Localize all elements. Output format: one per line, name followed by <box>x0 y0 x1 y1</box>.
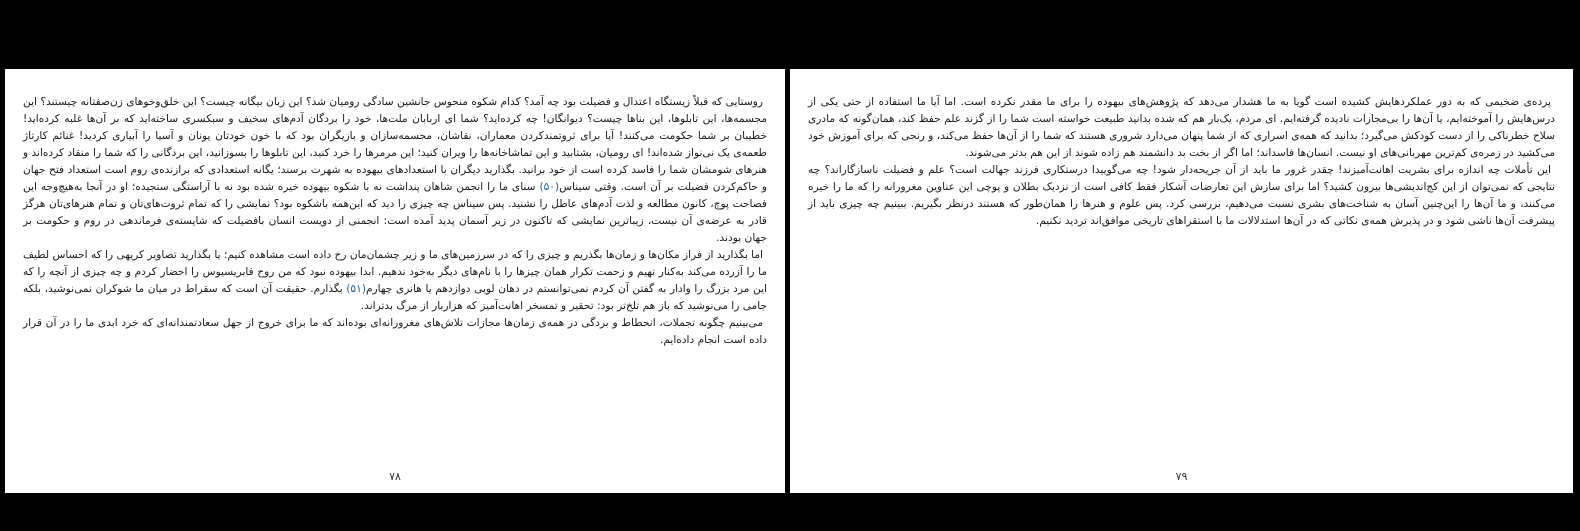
paragraph: اما بگذارید از فراز مکان‌ها و زمان‌ها بگذریم و چیزی را که در سرزمین‌های ما و زیر چشمان‌مان رخ داده است مشاهده کنیم؛ یا بگذارید تصاویر کریهی را که احساس لطیف ما را آزرده می‌کند به‌کنار نهیم و زحمت تکرار همان چیزها را با نام‌های دیگر به‌خود ندهیم. ابدا بیهوده نبود که من روح فابریسیوس را احضار کردم و چه چیزی از آنچه را که این مرد بزرگ را وادار به گفتن آن کردم نمی‌توانستم در دهان لویی دوازدهم یا هانری چهارم(۵۱) بگذارم. حقیقت آن است که سقراط در میان ما شوکران نمی‌نوشید، بلکه جامی را می‌نوشید که باز هم تلخ‌تر بود: تحقیر و تمسخر اهانت‌آمیز که هزاربار از مرگ بدتراند. <box>23 249 767 312</box>
page-number: ۷۹ <box>1175 470 1188 483</box>
footnote-ref-51[interactable]: (۵۱) <box>346 283 366 295</box>
page-right <box>790 69 1573 493</box>
footnote-ref-50[interactable]: (۵۰) <box>539 181 560 193</box>
paragraph: می‌بینیم چگونه تجملات، انحطاط و بردگی در همه‌ی زمان‌ها مجازات تلاش‌های مغرورانه‌ای بوده‌اند که ما برای خروج از جهل سعادتمندانه‌ای که خرد ابدی ما را در آن قرار داده است انجام داده‌ایم. <box>23 317 767 346</box>
paragraph: پرده‌ی ضخیمی که به دور عملکردهایش کشیده است گویا به ما هشدار می‌دهد که پژوهش‌های بیهوده را برای ما مقدر نکرده است. اما آیا ما استفاده از حتی یکی از درس‌هایش را آموخته‌ایم، یا آن‌ها را بی‌مجازات نادیده گرفته‌ایم. ای مردم، یک‌بار هم که شده بدانید طبیعت خواسته است شما را از گزند علم حفظ کند، همان‌گونه که مادری سلاح خطرناکی را از دست کودکش می‌گیرد؛ بدانید که همه‌ی اسراری که از شما پنهان می‌دارد شروری هستند که شما را از آن‌ها حفظ می‌کند، و رنجی که برای آموزش خود می‌کشید در زمره‌ی کم‌ترین مهربانی‌های او نیست. انسان‌ها فاسداند؛ اما اگر از بخت بد دانشمند هم زاده شوند از این هم بدتر می‌شوند. <box>808 96 1555 159</box>
paragraph: روستایی که قبلاً زیستگاه اعتدال و فضیلت بود چه آمد؟ کدام شکوه منحوس جانشین سادگی رومیان شد؟ این زبان بیگانه چیست؟ این خلق‌وخوهای زن‌صفتانه چیستند؟ این مجسمه‌ها، این تابلوها، این بناها چیست؟ دیوانگان! چه کرده‌اید؟ شما ای اربابان ملت‌ها، خود را بردگان آدم‌های سخیف و سبکسری ساخته‌اید که بر آن‌ها غلبه کرده‌اید! خطیبان بر شما حکومت می‌کنند! آیا برای ثروتمندکردن معماران، نقاشان، مجسمه‌سازان و بازیگران بود که با خون خودتان یونان و آسیا را آبیاری کردید! غنائم کارتاژ طعمه‌ی یک نی‌نواز شده‌اند! ای رومیان، بشتابید و این تماشاخانه‌ها را ویران کنید؛ این مرمرها را خرد کنید، این تابلوها را بسوزانید، این بردگانی را که شما را منقاد کرده‌اند و هنرهای شومشان شما را فاسد کرده است از خود برانید. بگذارید دیگران با استعدادهای بیهوده به شهرت برسند؛ یگانه استعدادی که برازنده‌ی روم است استعداد فتح جهان و حاکم‌کردن فضیلت بر آن است. وقتی سیناس(۵۰) سنای ما را انجمن شاهان پنداشت نه با شکوه بیهوده خیره شده بود نه با آراستگی سنجیده؛ او در آنجا به‌هیچ‌وجه این فصاحت پوچ، کانون مطالعه و لذت آدم‌های عاطل را نشنید. پس سیناس چه چیزی را دید که این‌همه باشکوه بود؟ نمایشی را که تمام ثروت‌های‌تان و تمام هنرهای‌تان هرگز قادر به عرضه‌ی آن نیست، زیباترین نمایشی که تاکنون در زیر آسمان پدید آمده است: انجمنی از دویست انسان بافضیلت که شایسته‌ی فرماندهی در روم و حکومت بر جهان بودند. <box>23 96 768 244</box>
page-left-text <box>23 94 767 349</box>
paragraph: این تأملات چه اندازه برای بشریت اهانت‌آمیزند! چقدر غرور ما باید از آن جریحه‌دار شود! چه می‌گوییدا درستکاری فرزند جهالت است؟ علم و فضیلت ناسازگاراند؟ چه نتایجی که نمی‌توان از این کج‌اندیشی‌ها بیرون کشید؟ اما برای سازش این تعارضات آشکار فقط کافی است از نزدیک بطلان و پوچی این عناوین مغرورانه را که ما را خیره می‌کنند، و ما آن‌ها را این‌چنین آسان به شناخت‌های بشری نسبت می‌دهیم، بررسی کرد. پس علوم و هنرها را همان‌طور که هستند درنظر بگیریم. ببینیم چه چیزی باید از پیشرفت آن‌ها ناشی شود و در پذیرش همه‌ی نکاتی که در آن‌ها استدلالات ما با استقراهای تاریخی موافق‌اند تردید نکنیم. <box>808 164 1555 227</box>
page-number: ۷۸ <box>389 470 401 483</box>
page-left <box>5 69 785 493</box>
page-right-text <box>808 94 1555 230</box>
